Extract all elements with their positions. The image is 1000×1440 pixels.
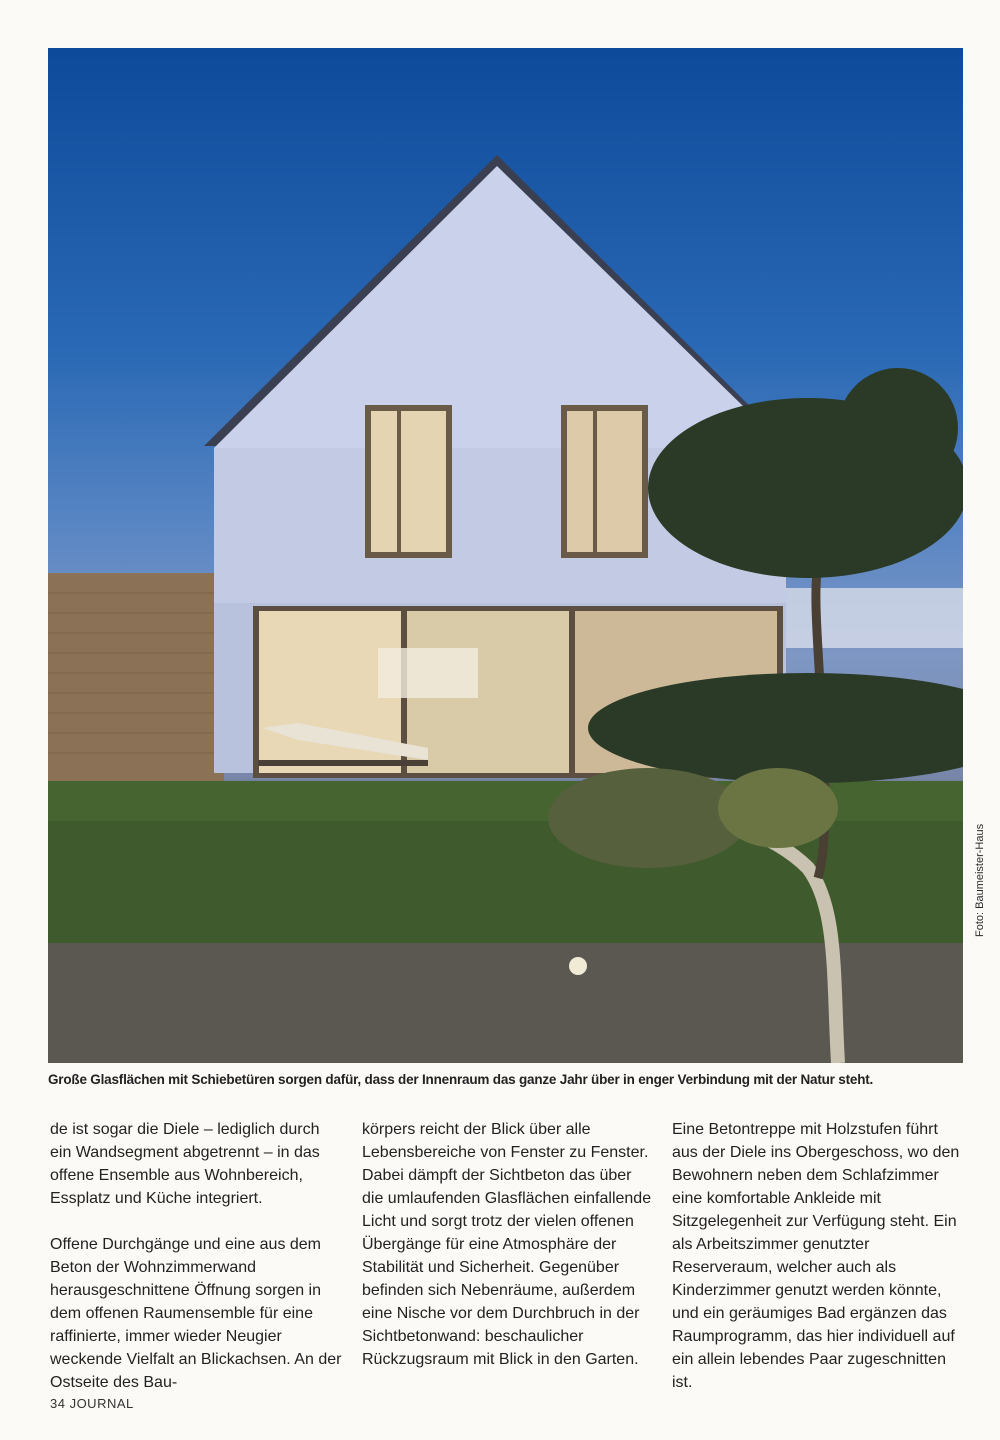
wooden-shed <box>48 573 224 781</box>
garden-spotlight <box>569 957 587 975</box>
photo-credit: Foto: Baumeister-Haus <box>974 823 986 937</box>
text-column-1 <box>50 1118 345 1417</box>
page-folio: 34 JOURNAL <box>50 1396 134 1411</box>
text-column-2 <box>362 1118 657 1394</box>
paragraph: Eine Betontreppe mit Holzstufen führt aus der Diele ins Obergeschoss, wo den Bewohnern neben dem Schlafzimmer eine komfortable Ankleide mit Sitzgelegenheit zur Verfügung steht. Ein als Arbeitszimmer genutzter Reserveraum, welcher auch als Kinderzimmer genutzt werden könnte, und ein geräumiges Bad ergänzen das Raumprogramm, das hier individuell auf ein allein lebendes Paar zugeschnitten ist. <box>672 1121 960 1391</box>
paragraph: körpers reicht der Blick über alle Lebensbereiche von Fenster zu Fenster. Dabei dämpft der Sichtbeton das über die umlaufenden Glasflächen einfallende Licht und sorgt trotz der vielen offenen Übergänge für eine Atmosphäre der Stabilität und Sicherheit. Gegenüber befinden sich Nebenräume, außerdem eine Nische vor dem Durchbruch in der Sichtbetonwand: beschaulicher Rückzugsraum mit Blick in den Garten. <box>362 1121 652 1368</box>
house-illustration <box>48 48 963 1063</box>
paragraph: Offene Durchgänge und eine aus dem Beton der Wohnzimmerwand herausgeschnittene Öffnung sorgen in dem offenen Raumensemble für eine raffinierte, immer wieder Neugier weckende Vielfalt an Blickachsen. An der Ostseite des Bau- <box>50 1236 342 1391</box>
paragraph: de ist sogar die Diele – lediglich durch ein Wandsegment abgetrennt – in das offene Ensemble aus Wohnbereich, Essplatz und Küche integriert. <box>50 1121 320 1207</box>
text-column-3 <box>672 1118 967 1417</box>
gravel-bed <box>48 943 963 1063</box>
house-photo <box>48 48 963 1063</box>
photo-caption: Große Glasflächen mit Schiebetüren sorgen dafür, dass der Innenraum das ganze Jahr über in enger Verbindung mit der Natur steht. <box>48 1072 874 1087</box>
